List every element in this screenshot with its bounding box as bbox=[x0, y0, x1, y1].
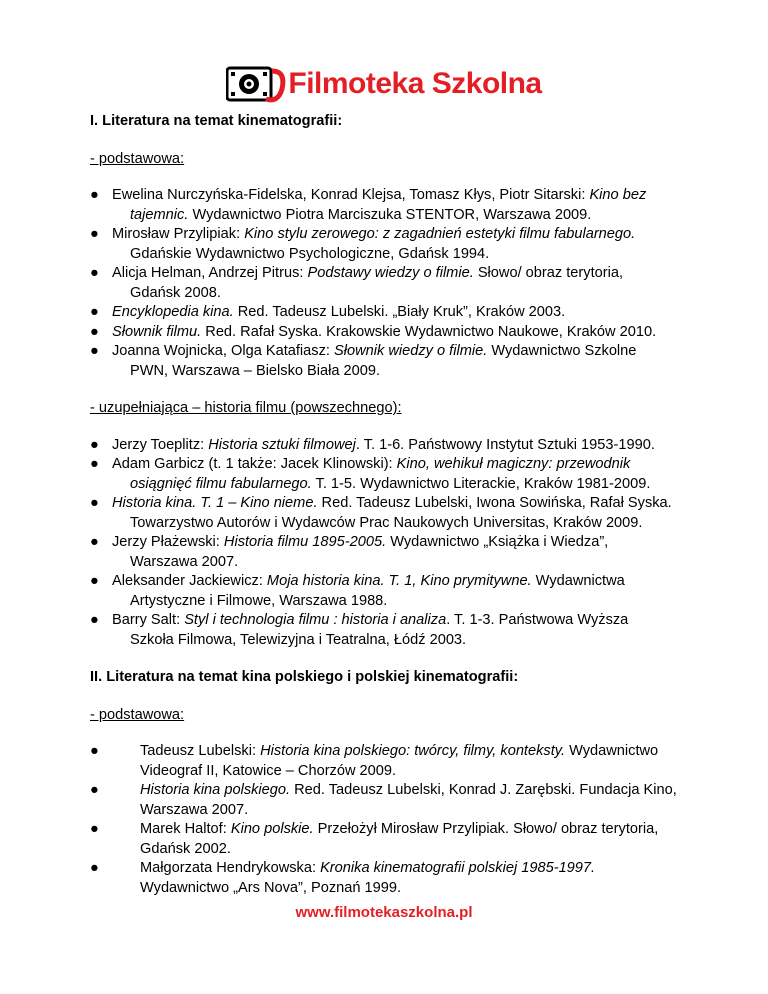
section1-subheading-basic: - podstawowa: bbox=[90, 150, 185, 167]
bullet-icon: ● bbox=[90, 436, 99, 453]
item-title: Encyklopedia kina. bbox=[112, 304, 234, 320]
item-publisher: Red. Tadeusz Lubelski, Konrad J. Zarębski. Fundacja Kino, bbox=[290, 782, 677, 798]
item-title: Kino polskie. bbox=[230, 821, 314, 837]
bullet-icon: ● bbox=[90, 860, 99, 876]
bullet-icon: ● bbox=[90, 226, 99, 242]
bibliography-item bbox=[90, 323, 730, 343]
item-author: Ewelina Nurczyńska-Fidelska, Konrad Klejsa, Tomasz Kłys, Piotr Sitarski: bbox=[112, 187, 590, 203]
item-publisher: T. 1-5. Wydawnictwo Literackie, Kraków 1981-2009. bbox=[311, 475, 651, 492]
item-continuation bbox=[140, 801, 730, 821]
section1-title: I. Literatura na temat kinematografii: bbox=[90, 113, 343, 129]
item-author: Mirosław Przylipiak: bbox=[112, 226, 245, 242]
item-publisher-cont: Gdańsk 2002. bbox=[140, 840, 231, 857]
item-publisher: . T. 1-3. Państwowa Wyższa bbox=[446, 612, 629, 628]
item-author: Jerzy Płażewski: bbox=[112, 534, 224, 550]
bullet-icon: ● bbox=[90, 456, 99, 472]
section1-supplementary-list bbox=[90, 436, 730, 651]
item-continuation bbox=[112, 631, 730, 651]
bullet-icon: ● bbox=[90, 743, 99, 759]
item-publisher-cont: Szkoła Filmowa, Telewizyjna i Teatralna, Łódź 2003. bbox=[130, 631, 467, 648]
bullet-icon: ● bbox=[90, 612, 99, 628]
item-publisher: Wydawnictwo Szkolne bbox=[487, 343, 637, 359]
bibliography-item bbox=[90, 455, 730, 494]
item-title: Moja historia kina. T. 1, Kino prymitywne. bbox=[266, 573, 532, 589]
bibliography-item bbox=[90, 494, 730, 533]
bullet-icon: ● bbox=[90, 534, 99, 550]
item-title: Historia kina polskiego: twórcy, filmy, konteksty. bbox=[260, 743, 566, 759]
item-title: Podstawy wiedzy o filmie. bbox=[307, 265, 474, 281]
item-publisher: Red. Tadeusz Lubelski, Iwona Sowińska, Rafał Syska. bbox=[317, 495, 672, 511]
item-author: Aleksander Jackiewicz: bbox=[112, 573, 267, 589]
bullet-icon: ● bbox=[90, 323, 99, 340]
item-author: Małgorzata Hendrykowska: bbox=[140, 860, 321, 876]
bibliography-item bbox=[90, 859, 730, 898]
bullet-icon: ● bbox=[90, 782, 99, 798]
item-title: Kino bez bbox=[589, 187, 647, 203]
bullet-icon: ● bbox=[90, 495, 99, 511]
bibliography-item bbox=[90, 533, 730, 572]
document-body bbox=[90, 112, 730, 916]
item-publisher-cont: Gdańskie Wydawnictwo Psychologiczne, Gdańsk 1994. bbox=[130, 245, 490, 262]
item-continuation bbox=[140, 762, 730, 782]
item-title: Historia kina polskiego. bbox=[140, 782, 291, 798]
bullet-icon: ● bbox=[90, 265, 99, 281]
item-author: Jerzy Toeplitz: bbox=[112, 436, 209, 453]
bibliography-item bbox=[90, 436, 730, 456]
item-continuation bbox=[112, 362, 730, 382]
item-continuation bbox=[140, 879, 730, 899]
item-title: Kino, wehikuł magiczny: przewodnik bbox=[396, 456, 631, 472]
bullet-icon: ● bbox=[90, 343, 99, 359]
bibliography-item bbox=[90, 611, 730, 650]
item-publisher: Wydawnictwo Piotra Marciszuka STENTOR, Warszawa 2009. bbox=[188, 206, 592, 223]
item-title: Kronika kinematografii polskiej 1985-1997. bbox=[320, 860, 596, 876]
item-continuation bbox=[140, 840, 730, 860]
item-publisher-cont: Warszawa 2007. bbox=[130, 553, 239, 570]
item-publisher: Przełożył Mirosław Przylipiak. Słowo/ obraz terytoria, bbox=[313, 821, 659, 837]
item-title: Styl i technologia filmu : historia i analiza bbox=[184, 612, 447, 628]
bullet-icon: ● bbox=[90, 821, 99, 837]
item-publisher: Wydawnictwo bbox=[565, 743, 659, 759]
item-continuation bbox=[112, 475, 730, 495]
logo bbox=[0, 64, 768, 104]
section2-basic-list bbox=[90, 742, 730, 898]
item-continuation bbox=[112, 206, 730, 226]
item-publisher: Wydawnictwo „Książka i Wiedza”, bbox=[386, 534, 609, 550]
logo-text: Filmoteka Szkolna bbox=[288, 67, 542, 100]
section1-subheading-supplementary: - uzupełniająca – historia filmu (powszechnego): bbox=[90, 400, 402, 416]
item-title: Słownik wiedzy o filmie. bbox=[334, 343, 488, 359]
bibliography-item bbox=[90, 781, 730, 820]
item-continuation bbox=[112, 553, 730, 573]
item-publisher: Red. Tadeusz Lubelski. „Biały Kruk”, Kraków 2003. bbox=[233, 304, 566, 320]
bullet-icon: ● bbox=[90, 573, 99, 589]
item-publisher-cont: Towarzystwo Autorów i Wydawców Prac Naukowych Universitas, Kraków 2009. bbox=[130, 514, 643, 531]
item-publisher-cont: Gdańsk 2008. bbox=[130, 284, 221, 301]
section2-subheading-basic: - podstawowa: bbox=[90, 706, 185, 723]
bibliography-item bbox=[90, 572, 730, 611]
bibliography-item bbox=[90, 742, 730, 781]
item-continuation bbox=[112, 592, 730, 612]
bibliography-item bbox=[90, 186, 730, 225]
section1-basic-list bbox=[90, 186, 730, 381]
item-title: Kino stylu zerowego: z zagadnień estetyki filmu fabularnego. bbox=[244, 226, 636, 242]
bullet-icon: ● bbox=[90, 304, 99, 320]
item-continuation bbox=[112, 284, 730, 304]
item-title: Słownik filmu. bbox=[112, 323, 202, 340]
item-continuation bbox=[112, 514, 730, 534]
item-title: Historia sztuki filmowej bbox=[208, 436, 356, 453]
item-title-cont: osiągnięć filmu fabularnego. bbox=[130, 475, 312, 492]
footer-url[interactable]: www.filmotekaszkolna.pl bbox=[295, 904, 473, 921]
bibliography-item bbox=[90, 820, 730, 859]
item-publisher-cont: Artystyczne i Filmowe, Warszawa 1988. bbox=[130, 592, 388, 609]
section2-title: II. Literatura na temat kina polskiego i polskiej kinematografii: bbox=[90, 669, 519, 685]
item-publisher: . T. 1-6. Państwowy Instytut Sztuki 1953-1990. bbox=[355, 436, 655, 453]
item-publisher-cont: Videograf II, Katowice – Chorzów 2009. bbox=[140, 762, 397, 779]
item-author: Tadeusz Lubelski: bbox=[140, 743, 261, 759]
bullet-icon: ● bbox=[90, 187, 99, 203]
item-publisher: Red. Rafał Syska. Krakowskie Wydawnictwo Naukowe, Kraków 2010. bbox=[201, 323, 657, 340]
item-author: Marek Haltof: bbox=[140, 821, 231, 837]
item-publisher-cont: PWN, Warszawa – Bielsko Biała 2009. bbox=[130, 362, 381, 379]
film-camera-icon bbox=[226, 65, 286, 103]
bibliography-item bbox=[90, 225, 730, 264]
item-publisher-cont: Wydawnictwo „Ars Nova”, Poznań 1999. bbox=[140, 879, 402, 896]
item-title: Historia filmu 1895-2005. bbox=[223, 534, 387, 550]
item-title-cont: tajemnic. bbox=[130, 206, 189, 223]
item-publisher: Słowo/ obraz terytoria, bbox=[473, 265, 624, 281]
item-author: Barry Salt: bbox=[112, 612, 185, 628]
item-author: Adam Garbicz (t. 1 także: Jacek Klinowski): bbox=[112, 456, 397, 472]
item-publisher-cont: Warszawa 2007. bbox=[140, 801, 249, 818]
item-author: Joanna Wojnicka, Olga Katafiasz: bbox=[112, 343, 334, 359]
bibliography-item bbox=[90, 342, 730, 381]
item-title: Historia kina. T. 1 – Kino nieme. bbox=[112, 495, 318, 511]
item-continuation bbox=[112, 245, 730, 265]
item-publisher: Wydawnictwa bbox=[531, 573, 625, 589]
bibliography-item bbox=[90, 303, 730, 323]
item-author: Alicja Helman, Andrzej Pitrus: bbox=[112, 265, 308, 281]
bibliography-item bbox=[90, 264, 730, 303]
